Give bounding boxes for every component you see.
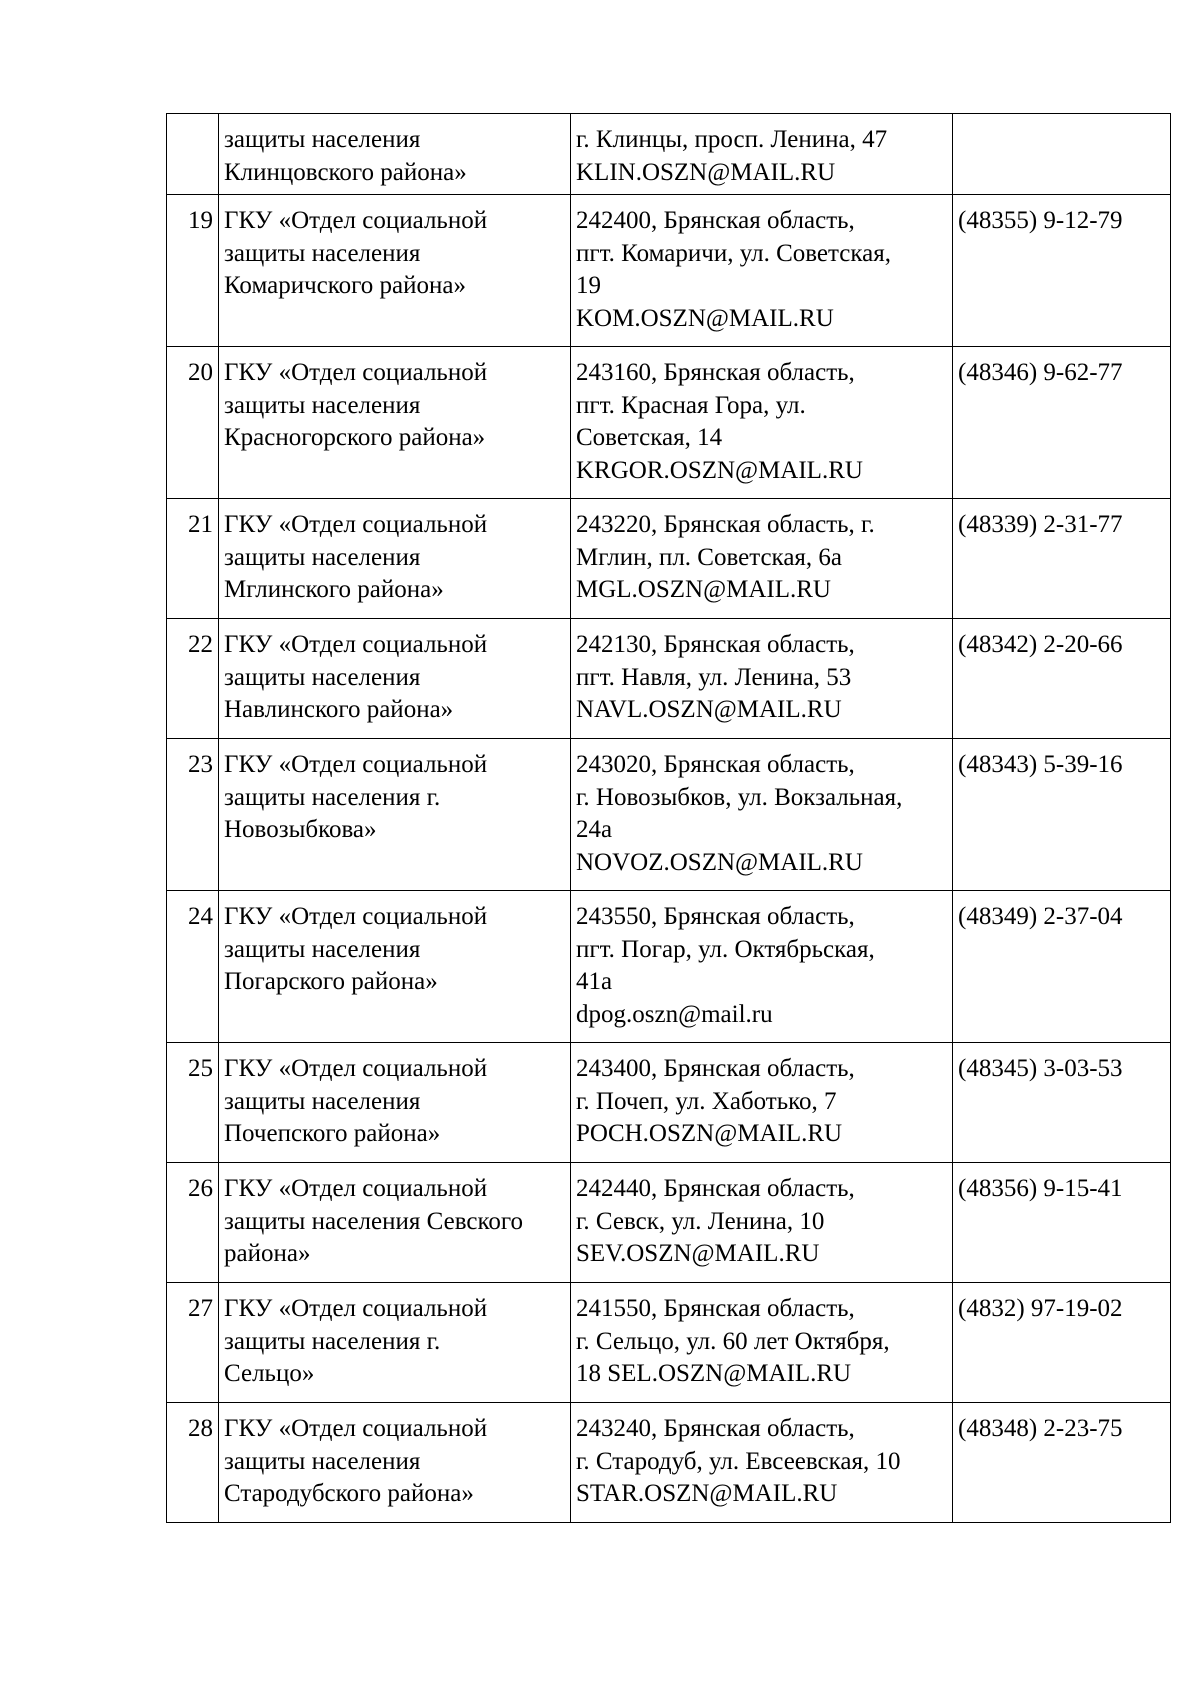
office-name-line: ГКУ «Отдел социальной	[224, 903, 488, 930]
office-address-line: 243240, Брянская область,	[576, 1415, 855, 1442]
office-name-line: защиты населения	[224, 126, 421, 153]
office-name-line: Навлинского района»	[224, 696, 454, 723]
office-name-cell	[219, 114, 571, 195]
office-name-line: защиты населения	[224, 663, 421, 691]
row-number-cell: 19	[167, 195, 219, 347]
office-email: SEV.OSZN@MAIL.RU	[576, 1240, 820, 1267]
office-email: STAR.OSZN@MAIL.RU	[576, 1480, 838, 1507]
table-row	[167, 499, 1171, 619]
office-address-line: 243220, Брянская область, г.	[576, 511, 875, 538]
office-address-line: пгт. Навля, ул. Ленина, 53	[576, 663, 852, 691]
office-name-line: Сельцо»	[224, 1360, 315, 1387]
office-name-line: Клинцовского района»	[224, 158, 467, 186]
office-phone-cell: (48356) 9-15-41	[953, 1163, 1171, 1283]
table-row	[167, 195, 1171, 347]
office-phone-cell: (48343) 5-39-16	[953, 739, 1171, 891]
office-address-cell	[571, 1283, 953, 1403]
office-address-line: 243020, Брянская область,	[576, 751, 855, 778]
office-address-line: 19	[576, 272, 601, 299]
office-email: dpog.oszn@mail.ru	[576, 1000, 773, 1028]
office-name-line: защиты населения	[224, 935, 421, 963]
row-number-cell: 25	[167, 1043, 219, 1163]
office-name-cell	[219, 1403, 571, 1523]
office-address-line: 242130, Брянская область,	[576, 631, 855, 658]
table-row	[167, 1163, 1171, 1283]
office-address-line: Советская, 14	[576, 424, 723, 451]
office-address-line: г. Почеп, ул. Хаботько, 7	[576, 1087, 837, 1115]
office-address-line: г. Клинцы, просп. Ленина, 47	[576, 126, 888, 153]
office-address-cell	[571, 1043, 953, 1163]
table-row	[167, 891, 1171, 1043]
office-name-cell	[219, 1043, 571, 1163]
office-name-cell	[219, 195, 571, 347]
offices-table-body	[167, 114, 1171, 1523]
office-address-line: пгт. Погар, ул. Октябрьская,	[576, 935, 875, 963]
office-name-line: ГКУ «Отдел социальной	[224, 1295, 488, 1322]
office-email: POCH.OSZN@MAIL.RU	[576, 1120, 843, 1147]
table-row	[167, 347, 1171, 499]
row-number-cell: 27	[167, 1283, 219, 1403]
office-phone-cell: (48345) 3-03-53	[953, 1043, 1171, 1163]
table-row	[167, 1043, 1171, 1163]
office-address-cell	[571, 1403, 953, 1523]
office-email: KOM.OSZN@MAIL.RU	[576, 304, 834, 332]
office-address-cell	[571, 1163, 953, 1283]
office-phone-cell: (48348) 2-23-75	[953, 1403, 1171, 1523]
office-address-line: Мглин, пл. Советская, 6а	[576, 543, 843, 571]
row-number-cell: 26	[167, 1163, 219, 1283]
office-name-line: ГКУ «Отдел социальной	[224, 1415, 488, 1442]
office-email: MGL.OSZN@MAIL.RU	[576, 576, 831, 603]
office-name-line: защиты населения	[224, 391, 421, 419]
office-address-line: 41а	[576, 968, 613, 995]
office-name-cell	[219, 347, 571, 499]
office-name-line: защиты населения г.	[224, 1327, 441, 1355]
row-number-cell: 24	[167, 891, 219, 1043]
office-phone-cell: (48349) 2-37-04	[953, 891, 1171, 1043]
office-email: NOVOZ.OSZN@MAIL.RU	[576, 848, 863, 876]
office-name-line: защиты населения	[224, 543, 421, 571]
office-address-line: г. Сельцо, ул. 60 лет Октября,	[576, 1327, 890, 1355]
office-address-line: пгт. Комаричи, ул. Советская,	[576, 239, 891, 267]
office-address-line: 243400, Брянская область,	[576, 1055, 855, 1082]
office-name-line: ГКУ «Отдел социальной	[224, 207, 488, 234]
office-name-line: ГКУ «Отдел социальной	[224, 1175, 488, 1202]
office-address-line: 241550, Брянская область,	[576, 1295, 855, 1322]
office-name-cell	[219, 1283, 571, 1403]
table-row	[167, 739, 1171, 891]
office-name-line: Погарского района»	[224, 968, 438, 995]
office-name-line: ГКУ «Отдел социальной	[224, 751, 488, 778]
office-address-line: 242400, Брянская область,	[576, 207, 855, 234]
row-number-cell	[167, 114, 219, 195]
office-address-line: 243160, Брянская область,	[576, 359, 855, 386]
office-name-cell	[219, 499, 571, 619]
office-name-line: Мглинского района»	[224, 576, 444, 603]
office-phone-cell	[953, 114, 1171, 195]
office-phone-cell: (4832) 97-19-02	[953, 1283, 1171, 1403]
office-address-line: 243550, Брянская область,	[576, 903, 855, 930]
office-address-cell	[571, 499, 953, 619]
office-address-line: г. Новозыбков, ул. Вокзальная,	[576, 783, 903, 811]
office-address-line: г. Стародуб, ул. Евсеевская, 10	[576, 1447, 901, 1475]
office-name-line: ГКУ «Отдел социальной	[224, 631, 488, 658]
office-address-line: 242440, Брянская область,	[576, 1175, 855, 1202]
office-phone-cell: (48339) 2-31-77	[953, 499, 1171, 619]
table-row	[167, 619, 1171, 739]
office-email: NAVL.OSZN@MAIL.RU	[576, 696, 842, 723]
office-name-line: защиты населения	[224, 239, 421, 267]
office-address-line: 24а	[576, 816, 613, 843]
table-row	[167, 1283, 1171, 1403]
office-address-line: пгт. Красная Гора, ул.	[576, 391, 806, 419]
office-name-line: Почепского района»	[224, 1120, 441, 1147]
office-name-line: ГКУ «Отдел социальной	[224, 359, 488, 386]
office-phone-cell: (48355) 9-12-79	[953, 195, 1171, 347]
office-name-cell	[219, 739, 571, 891]
table-row	[167, 114, 1171, 195]
office-name-line: ГКУ «Отдел социальной	[224, 1055, 488, 1082]
office-name-cell	[219, 1163, 571, 1283]
office-name-line: защиты населения	[224, 1447, 421, 1475]
office-address-line: 18 SEL.OSZN@MAIL.RU	[576, 1360, 852, 1387]
office-name-line: Стародубского района»	[224, 1480, 474, 1507]
office-name-line: ГКУ «Отдел социальной	[224, 511, 488, 538]
row-number-cell: 21	[167, 499, 219, 619]
office-phone-cell: (48346) 9-62-77	[953, 347, 1171, 499]
office-name-cell	[219, 619, 571, 739]
office-phone-cell: (48342) 2-20-66	[953, 619, 1171, 739]
office-address-cell	[571, 891, 953, 1043]
office-name-line: защиты населения	[224, 1087, 421, 1115]
office-address-cell	[571, 739, 953, 891]
office-name-line: Красногорского района»	[224, 424, 486, 451]
office-address-cell	[571, 619, 953, 739]
office-address-cell	[571, 195, 953, 347]
office-name-line: защиты населения г.	[224, 783, 441, 811]
office-name-cell	[219, 891, 571, 1043]
row-number-cell: 22	[167, 619, 219, 739]
office-name-line: района»	[224, 1240, 311, 1267]
offices-table	[166, 113, 1171, 1523]
office-name-line: Комаричского района»	[224, 272, 466, 299]
row-number-cell: 23	[167, 739, 219, 891]
office-address-line: г. Севск, ул. Ленина, 10	[576, 1207, 825, 1235]
office-address-cell	[571, 114, 953, 195]
office-name-line: защиты населения Севского	[224, 1207, 523, 1235]
table-row	[167, 1403, 1171, 1523]
office-email: KRGOR.OSZN@MAIL.RU	[576, 456, 863, 484]
row-number-cell: 20	[167, 347, 219, 499]
row-number-cell: 28	[167, 1403, 219, 1523]
office-email: KLIN.OSZN@MAIL.RU	[576, 158, 836, 186]
office-address-cell	[571, 347, 953, 499]
office-name-line: Новозыбкова»	[224, 816, 377, 843]
